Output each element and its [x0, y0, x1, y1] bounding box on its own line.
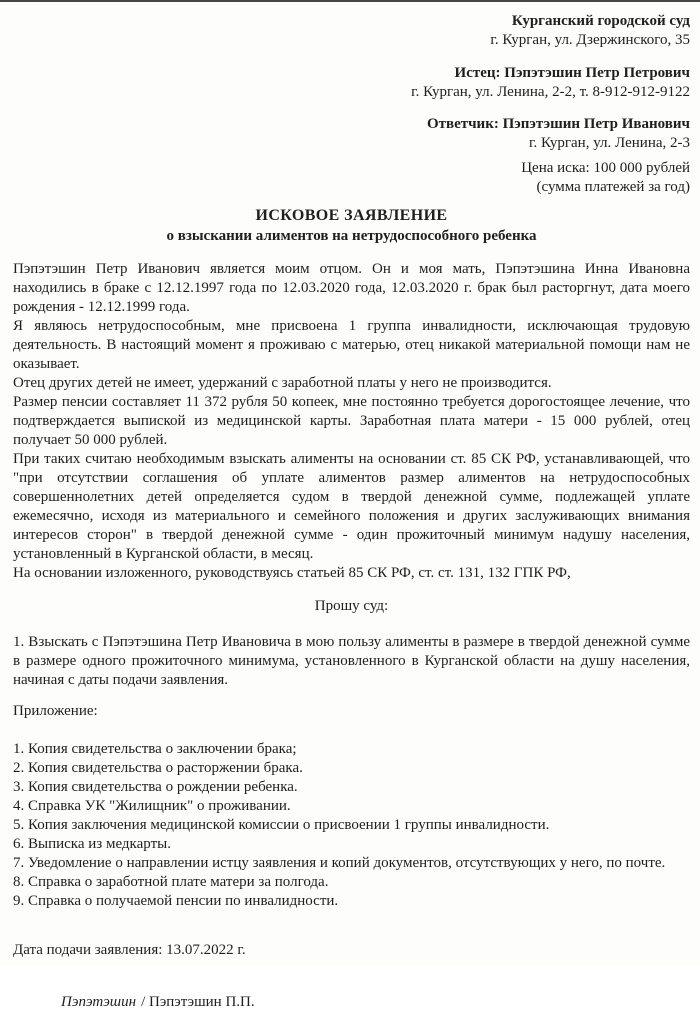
court-address: г. Курган, ул. Дзержинского, 35 [490, 32, 690, 48]
claim-price-block [13, 159, 690, 197]
body-paragraph: Я являюсь нетрудоспособным, мне присвоена 1 группа инвалидности, исключающая трудовую деятельность. В настоящий момент я проживаю с матерью, отец никакой материальной помощи нам не оказывает. [13, 318, 690, 372]
body-paragraph: Отец других детей не имеет, удержаний с заработной платы у него не производится. [13, 375, 552, 391]
claim-price: Цена иска: 100 000 рублей [521, 160, 690, 176]
appendix-item: 6. Выписка из медкарты. [13, 836, 171, 852]
appendix-heading: Приложение: [13, 703, 98, 719]
filing-date: Дата подачи заявления: 13.07.2022 г. [13, 942, 246, 958]
court-block [13, 12, 690, 50]
handwritten-signature: Пэпэтэшин [61, 994, 137, 1010]
title-main: ИСКОВОЕ ЗАЯВЛЕНИЕ [255, 207, 448, 224]
body-paragraph: При таких считаю необходимым взыскать алименты на основании ст. 85 СК РФ, устанавливающей, что "при отсутствии соглашения об уплате алиментов размер алиментов на нетрудоспособных совершеннолетних детей определяется судом в твердой денежной сумме, подлежащей уплате ежемесячно, исходя из материального и семейного положения и других заслуживающих внимания интересов сторон" в твердой денежной сумме - один прожиточный минимум надушу населения, установленный в Курганской области, в месяц. [13, 451, 690, 562]
appendix-item: 7. Уведомление о направлении истцу заявления и копий документов, отсутствующих у него, по почте. [13, 855, 666, 871]
document-title [13, 206, 690, 246]
appendix-item: 8. Справка о заработной плате матери за полгода. [13, 874, 329, 890]
court-name: Курганский городской суд [511, 13, 690, 29]
appendix-list [13, 740, 690, 911]
signature-printed-name: / Пэпэтэшин П.П. [141, 994, 255, 1010]
document-header [13, 12, 690, 197]
plaintiff-block [13, 64, 690, 102]
appendix-item: 9. Справка о получаемой пенсии по инвалидности. [13, 893, 339, 909]
body-paragraph: Пэпэтэшин Петр Иванович является моим отцом. Он и моя мать, Пэпэтэшина Инна Ивановна находились в браке с 12.12.1997 года по 12.03.2020 года, 12.03.2020 г. брак был расторгнут, дата моего рождения - 12.12.1999 года. [13, 261, 690, 315]
appendix-item: 5. Копия заключения медицинской комиссии о присвоении 1 группы инвалидности. [13, 817, 550, 833]
plaintiff-address: г. Курган, ул. Ленина, 2-2, т. 8-912-912-9122 [411, 84, 690, 100]
appendix-item: 4. Справка УК "Жилищник" о проживании. [13, 798, 291, 814]
appendix-item: 2. Копия свидетельства о расторжении брака. [13, 760, 303, 776]
request-item: 1. Взыскать с Пэпэтэшина Петр Ивановича в мою пользу алименты в размере в твердой денежной сумме в размере одного прожиточного минимума, установленного в Курганской области на душу населения, начиная с даты подачи заявления. [13, 634, 690, 688]
document-body [13, 260, 690, 583]
body-paragraph: Размер пенсии составляет 11 372 рубля 50 копеек, мне постоянно требуется дорогостоящее лечение, что подтверждается выпиской из медицинской карты. Заработная плата матери - 15 000 рублей, отец получает 50 000 рублей. [13, 394, 690, 448]
defendant-address: г. Курган, ул. Ленина, 2-3 [529, 135, 690, 151]
signature-line [13, 993, 690, 1012]
defendant-block [13, 115, 690, 153]
body-paragraph: На основании изложенного, руководствуясь статьей 85 СК РФ, ст. ст. 131, 132 ГПК РФ, [13, 565, 571, 581]
title-subtitle: о взыскании алиментов на нетрудоспособного ребенка [166, 228, 537, 244]
appendix-item: 3. Копия свидетельства о рождении ребенка. [13, 779, 298, 795]
request-items [13, 633, 690, 690]
request-heading: Прошу суд: [314, 598, 389, 614]
defendant-name: Ответчик: Пэпэтэшин Петр Иванович [426, 116, 690, 132]
appendix-item: 1. Копия свидетельства о заключении брака; [13, 741, 297, 757]
plaintiff-name: Истец: Пэпэтэшин Петр Петрович [454, 65, 690, 81]
claim-price-note: (сумма платежей за год) [536, 179, 690, 195]
